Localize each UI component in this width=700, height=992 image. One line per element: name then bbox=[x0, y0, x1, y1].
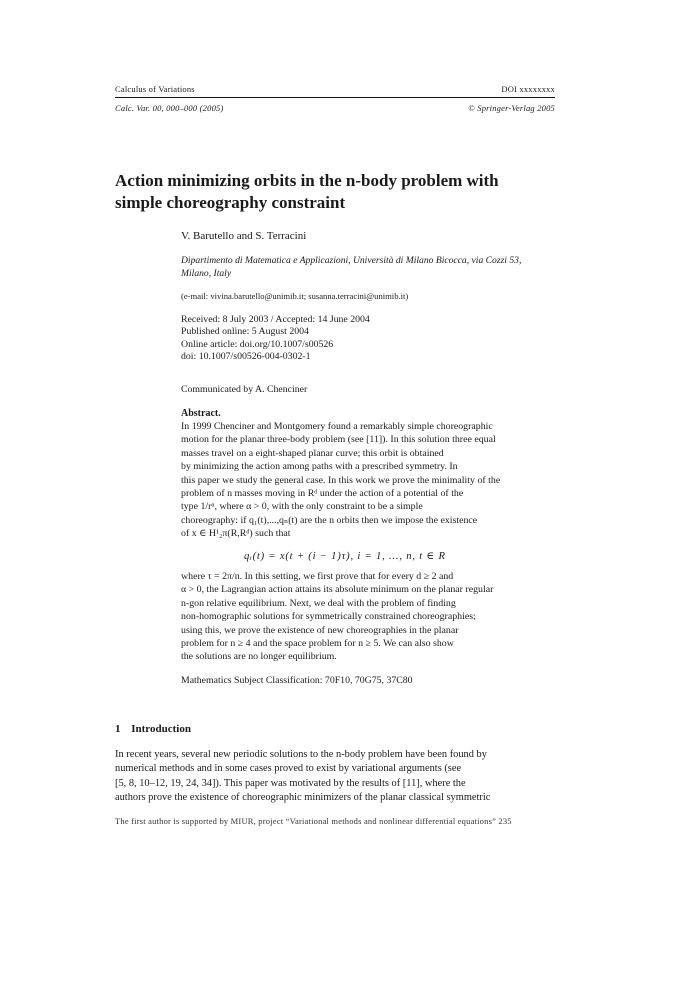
equation-choreography: qᵢ(t) = x(t + (i − 1)τ), i = 1, ..., n, t ∈ R bbox=[244, 551, 446, 562]
title-line: simple choreography constraint bbox=[115, 193, 346, 212]
abstract-line: non-homographic solutions for symmetrically constrained choreographies; bbox=[181, 611, 476, 623]
abstract-line: n-gon relative equilibrium. Next, we deal with the problem of finding bbox=[181, 597, 456, 609]
received-dates bbox=[181, 314, 370, 364]
title-line: Action minimizing orbits in the n-body problem with bbox=[115, 171, 499, 190]
abstract-line: motion for the planar three-body problem (see [11]). In this solution three equal bbox=[181, 434, 496, 446]
paper-title bbox=[115, 170, 565, 214]
received-line: Published online: 5 August 2004 bbox=[181, 326, 309, 338]
abstract-line: where τ = 2π/n. In this setting, we first prove that for every d ≥ 2 and bbox=[181, 571, 454, 582]
intro-line: numerical methods and in some cases proved to exist by variational arguments (see bbox=[115, 763, 462, 775]
communicated-by: Communicated by A. Chenciner bbox=[181, 384, 308, 395]
section-title: Introduction bbox=[131, 723, 191, 735]
page-footer: The first author is supported by MIUR, project “Variational methods and nonlinear differential equations” 235 bbox=[115, 816, 512, 826]
section-number: 1 bbox=[115, 723, 121, 735]
abstract-line: α > 0, the Lagrangian action attains its absolute minimum on the planar regular bbox=[181, 584, 494, 596]
journal-name: Calculus of Variations bbox=[115, 84, 195, 94]
intro-line: [5, 8, 10–12, 19, 24, 34]). This paper was motivated by the results of [11], where the bbox=[115, 777, 466, 789]
abstract-body-1 bbox=[181, 420, 555, 541]
abstract-line: using this, we prove the existence of new choreographies in the planar bbox=[181, 624, 459, 636]
abstract-line: problem of n masses moving in Rᵈ under the action of a potential of the bbox=[181, 488, 464, 500]
intro-line: authors prove the existence of choreographic minimizers of the planar classical symmetric bbox=[115, 792, 491, 804]
author-email: (e-mail: vivina.barutello@unimib.it; susanna.terracini@unimib.it) bbox=[181, 291, 409, 301]
abstract-line: the solutions are no longer equilibrium. bbox=[181, 651, 337, 663]
received-line: Received: 8 July 2003 / Accepted: 14 June 2004 bbox=[181, 314, 370, 325]
copyright-line: © Springer-Verlag 2005 bbox=[468, 103, 555, 113]
header-rule bbox=[115, 97, 555, 98]
abstract-line: masses travel on a eight-shaped planar curve; this orbit is obtained bbox=[181, 447, 444, 459]
msc-classification: Mathematics Subject Classification: 70F10, 70G75, 37C80 bbox=[181, 675, 413, 686]
abstract-line: of x ∈ H¹₂π(R,Rᵈ) such that bbox=[181, 528, 291, 540]
affiliation bbox=[181, 254, 556, 280]
received-line: doi: 10.1007/s00526-004-0302-1 bbox=[181, 351, 311, 363]
abstract-line: by minimizing the action among paths with a prescribed symmetry. In bbox=[181, 461, 458, 473]
abstract-body-2 bbox=[181, 570, 555, 664]
section-heading bbox=[115, 723, 191, 735]
intro-line: In recent years, several new periodic solutions to the n-body problem have been found by bbox=[115, 749, 487, 760]
abstract-line: choreography: if q₁(t),...,qₙ(t) are the n orbits then we impose the existence bbox=[181, 514, 478, 526]
abstract-heading: Abstract. bbox=[181, 408, 221, 419]
abstract-line: this paper we study the general case. In this work we prove the minimality of the bbox=[181, 474, 501, 486]
received-line: Online article: doi.org/10.1007/s00526 bbox=[181, 338, 334, 350]
journal-doi: DOI xxxxxxxx bbox=[501, 84, 555, 94]
abstract-line: type 1/rᵅ, where α > 0, with the only constraint to be a simple bbox=[181, 501, 423, 513]
authors: V. Barutello and S. Terracini bbox=[181, 230, 307, 242]
abstract-line: problem for n ≥ 4 and the space problem for n ≥ 5. We can also show bbox=[181, 638, 454, 650]
affiliation-line: Dipartimento di Matematica e Applicazioni, Università di Milano Bicocca, via Cozzi 53, bbox=[181, 255, 522, 266]
intro-paragraph bbox=[115, 748, 555, 806]
affiliation-line: Milano, Italy bbox=[181, 268, 232, 280]
abstract-line: In 1999 Chenciner and Montgomery found a remarkably simple choreographic bbox=[181, 421, 493, 432]
citation-line: Calc. Var. 00, 000–000 (2005) bbox=[115, 103, 224, 113]
